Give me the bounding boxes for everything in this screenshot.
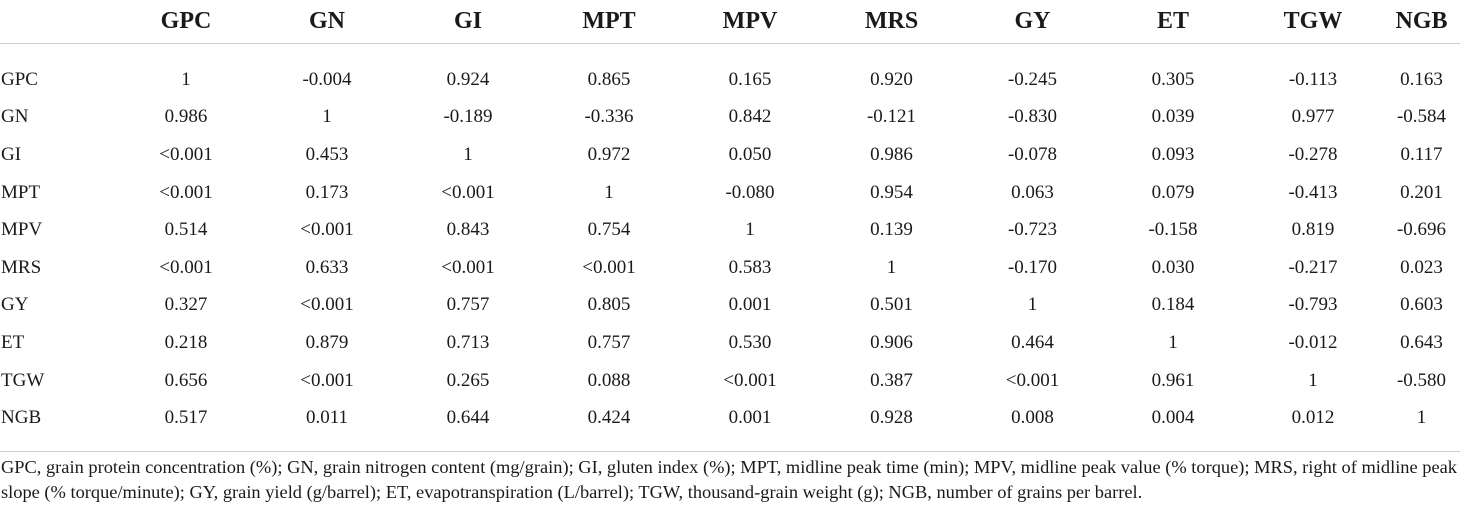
row-label: GN	[1, 106, 29, 128]
table-cell: 0.906	[870, 331, 913, 353]
column-header: GI	[397, 0, 539, 44]
table-cell: 0.643	[1400, 331, 1443, 353]
table-cell: 1	[604, 181, 614, 203]
table-cell: 0.842	[728, 106, 772, 128]
table-cell: -0.078	[1007, 143, 1058, 165]
table-cell: 0.644	[446, 407, 490, 429]
column-header: GY	[962, 0, 1103, 44]
table-cell: <0.001	[441, 181, 495, 203]
table-cell: 0.972	[587, 143, 631, 165]
table-cell: 0.986	[164, 106, 208, 128]
table-cell: 0.977	[1291, 106, 1335, 128]
table-cell: 0.165	[728, 68, 772, 90]
table-cell: -0.696	[1396, 219, 1447, 241]
table-cell: 1	[1308, 369, 1318, 391]
row-label: MPT	[1, 181, 41, 203]
table-cell: -0.080	[725, 181, 775, 203]
table-cell: 1	[886, 256, 897, 278]
table-cell: 0.039	[1151, 106, 1195, 128]
table-cell: <0.001	[723, 369, 777, 391]
table-cell: 0.173	[305, 181, 349, 203]
table-cell: 0.819	[1291, 219, 1335, 241]
column-header: GPC	[115, 0, 257, 44]
table-cell: 0.139	[870, 219, 913, 241]
table-row	[0, 61, 1460, 99]
table-cell: -0.113	[1288, 68, 1338, 90]
table-cell: 0.218	[164, 331, 208, 353]
table-cell: 0.924	[446, 68, 490, 90]
table-cell: 0.163	[1400, 68, 1443, 90]
row-label: MPV	[1, 219, 43, 241]
spacer-row	[0, 44, 1460, 62]
table-cell: 0.088	[587, 369, 631, 391]
row-label: GI	[1, 143, 22, 165]
table-cell: 0.093	[1151, 143, 1195, 165]
table-cell: 0.757	[587, 331, 631, 353]
table-cell: <0.001	[300, 294, 354, 316]
table-cell: -0.336	[584, 106, 634, 128]
table-cell: -0.413	[1288, 181, 1338, 203]
table-cell: <0.001	[300, 219, 354, 241]
table-cell: 0.063	[1011, 181, 1054, 203]
header-corner	[0, 0, 115, 44]
table-row	[0, 287, 1460, 325]
table-cell: 1	[181, 68, 191, 90]
table-cell: 1	[1027, 294, 1038, 316]
table-cell: 0.517	[164, 407, 208, 429]
table-cell: -0.584	[1396, 106, 1447, 128]
table-cell: 0.501	[870, 294, 913, 316]
table-row	[0, 136, 1460, 174]
table-footnote: GPC, grain protein concentration (%); GN, grain nitrogen content (mg/grain); GI, gluten index (%); MPT, midline peak time (min); MPV, midline peak value (% torque); MRS, right of midline peak slope (% torque/minute); GY, grain yield (g/barrel); ET, evapotranspiration (L/barrel); TGW, thousand-grain weight (g); NGB, number of grains per barrel.	[1, 457, 1457, 502]
table-cell: <0.001	[441, 256, 495, 278]
table-cell: -0.170	[1007, 256, 1058, 278]
table-cell: -0.004	[302, 68, 352, 90]
table-cell: 0.001	[728, 407, 772, 429]
table-cell: 0.879	[305, 331, 349, 353]
table-cell: <0.001	[300, 369, 354, 391]
table-cell: 0.001	[728, 294, 772, 316]
table-cell: <0.001	[159, 143, 213, 165]
column-header: ET	[1103, 0, 1243, 44]
table-cell: -0.723	[1007, 219, 1058, 241]
table-cell: 1	[463, 143, 473, 165]
table-cell: 0.865	[587, 68, 631, 90]
row-label: ET	[1, 331, 25, 353]
table-cell: 0.305	[1151, 68, 1195, 90]
table-cell: 0.986	[870, 143, 913, 165]
header-row	[0, 0, 1460, 44]
table-cell: 0.843	[446, 219, 490, 241]
column-header: TGW	[1243, 0, 1383, 44]
table-cell: 0.920	[870, 68, 913, 90]
table-cell: 0.011	[305, 407, 349, 429]
table-cell: 0.530	[728, 331, 772, 353]
table-cell: 0.079	[1151, 181, 1195, 203]
table-cell: 0.184	[1151, 294, 1195, 316]
table-cell: 1	[322, 106, 332, 128]
table-cell: 0.464	[1011, 331, 1054, 353]
table-cell: 0.387	[870, 369, 913, 391]
table-cell: -0.012	[1288, 331, 1338, 353]
table-cell: <0.001	[1005, 369, 1060, 391]
column-header: MPV	[679, 0, 821, 44]
table-cell: 1	[745, 219, 755, 241]
table-cell: 0.633	[305, 256, 349, 278]
column-header: GN	[257, 0, 397, 44]
table-cell: 0.117	[1400, 143, 1443, 165]
table-cell: 0.050	[728, 143, 772, 165]
table-row	[0, 99, 1460, 137]
table-cell: 0.453	[305, 143, 349, 165]
table-body	[0, 44, 1460, 452]
table-row	[0, 211, 1460, 249]
table-cell: 0.327	[164, 294, 208, 316]
column-header: MPT	[539, 0, 679, 44]
table-cell: -0.217	[1288, 256, 1338, 278]
column-header: NGB	[1383, 0, 1460, 44]
table-row	[0, 324, 1460, 362]
table-cell: 0.008	[1011, 407, 1054, 429]
table-cell: 0.424	[587, 407, 631, 429]
table-cell: <0.001	[582, 256, 636, 278]
table-cell: 0.004	[1151, 407, 1195, 429]
table-cell: 0.201	[1400, 181, 1443, 203]
table-cell: -0.580	[1396, 369, 1447, 391]
table-cell: 0.023	[1400, 256, 1443, 278]
row-label: NGB	[1, 407, 42, 429]
table-bottom-rule	[0, 437, 1460, 452]
table-cell: 0.603	[1400, 294, 1443, 316]
table-cell: -0.830	[1007, 106, 1058, 128]
table-cell: 0.030	[1151, 256, 1195, 278]
table-cell: 0.012	[1291, 407, 1335, 429]
table-row	[0, 399, 1460, 437]
row-label: MRS	[1, 256, 42, 278]
table-cell: 0.514	[164, 219, 208, 241]
table-cell: 1	[1416, 407, 1427, 429]
table-cell: <0.001	[159, 181, 213, 203]
table-cell: 0.265	[446, 369, 490, 391]
table-cell: -0.158	[1148, 219, 1198, 241]
table-cell: <0.001	[159, 256, 213, 278]
column-header: MRS	[821, 0, 962, 44]
table-cell: 0.961	[1151, 369, 1195, 391]
table-row	[0, 249, 1460, 287]
table-cell: 0.713	[446, 331, 490, 353]
table-row	[0, 362, 1460, 400]
table-cell: 0.954	[870, 181, 913, 203]
table-cell: 0.805	[587, 294, 631, 316]
table-cell: 1	[1168, 331, 1178, 353]
table-cell: 0.583	[728, 256, 772, 278]
table-row	[0, 174, 1460, 212]
row-label: GPC	[1, 68, 38, 90]
table-cell: -0.278	[1288, 143, 1338, 165]
table-cell: 0.656	[164, 369, 208, 391]
row-label: GY	[1, 294, 29, 316]
table-cell: -0.245	[1007, 68, 1058, 90]
table-cell: -0.121	[866, 106, 917, 128]
table-cell: -0.189	[443, 106, 493, 128]
table-cell: 0.757	[446, 294, 490, 316]
row-label: TGW	[1, 369, 45, 391]
table-cell: 0.928	[870, 407, 913, 429]
table-cell: -0.793	[1288, 294, 1338, 316]
table-cell: 0.754	[587, 219, 631, 241]
